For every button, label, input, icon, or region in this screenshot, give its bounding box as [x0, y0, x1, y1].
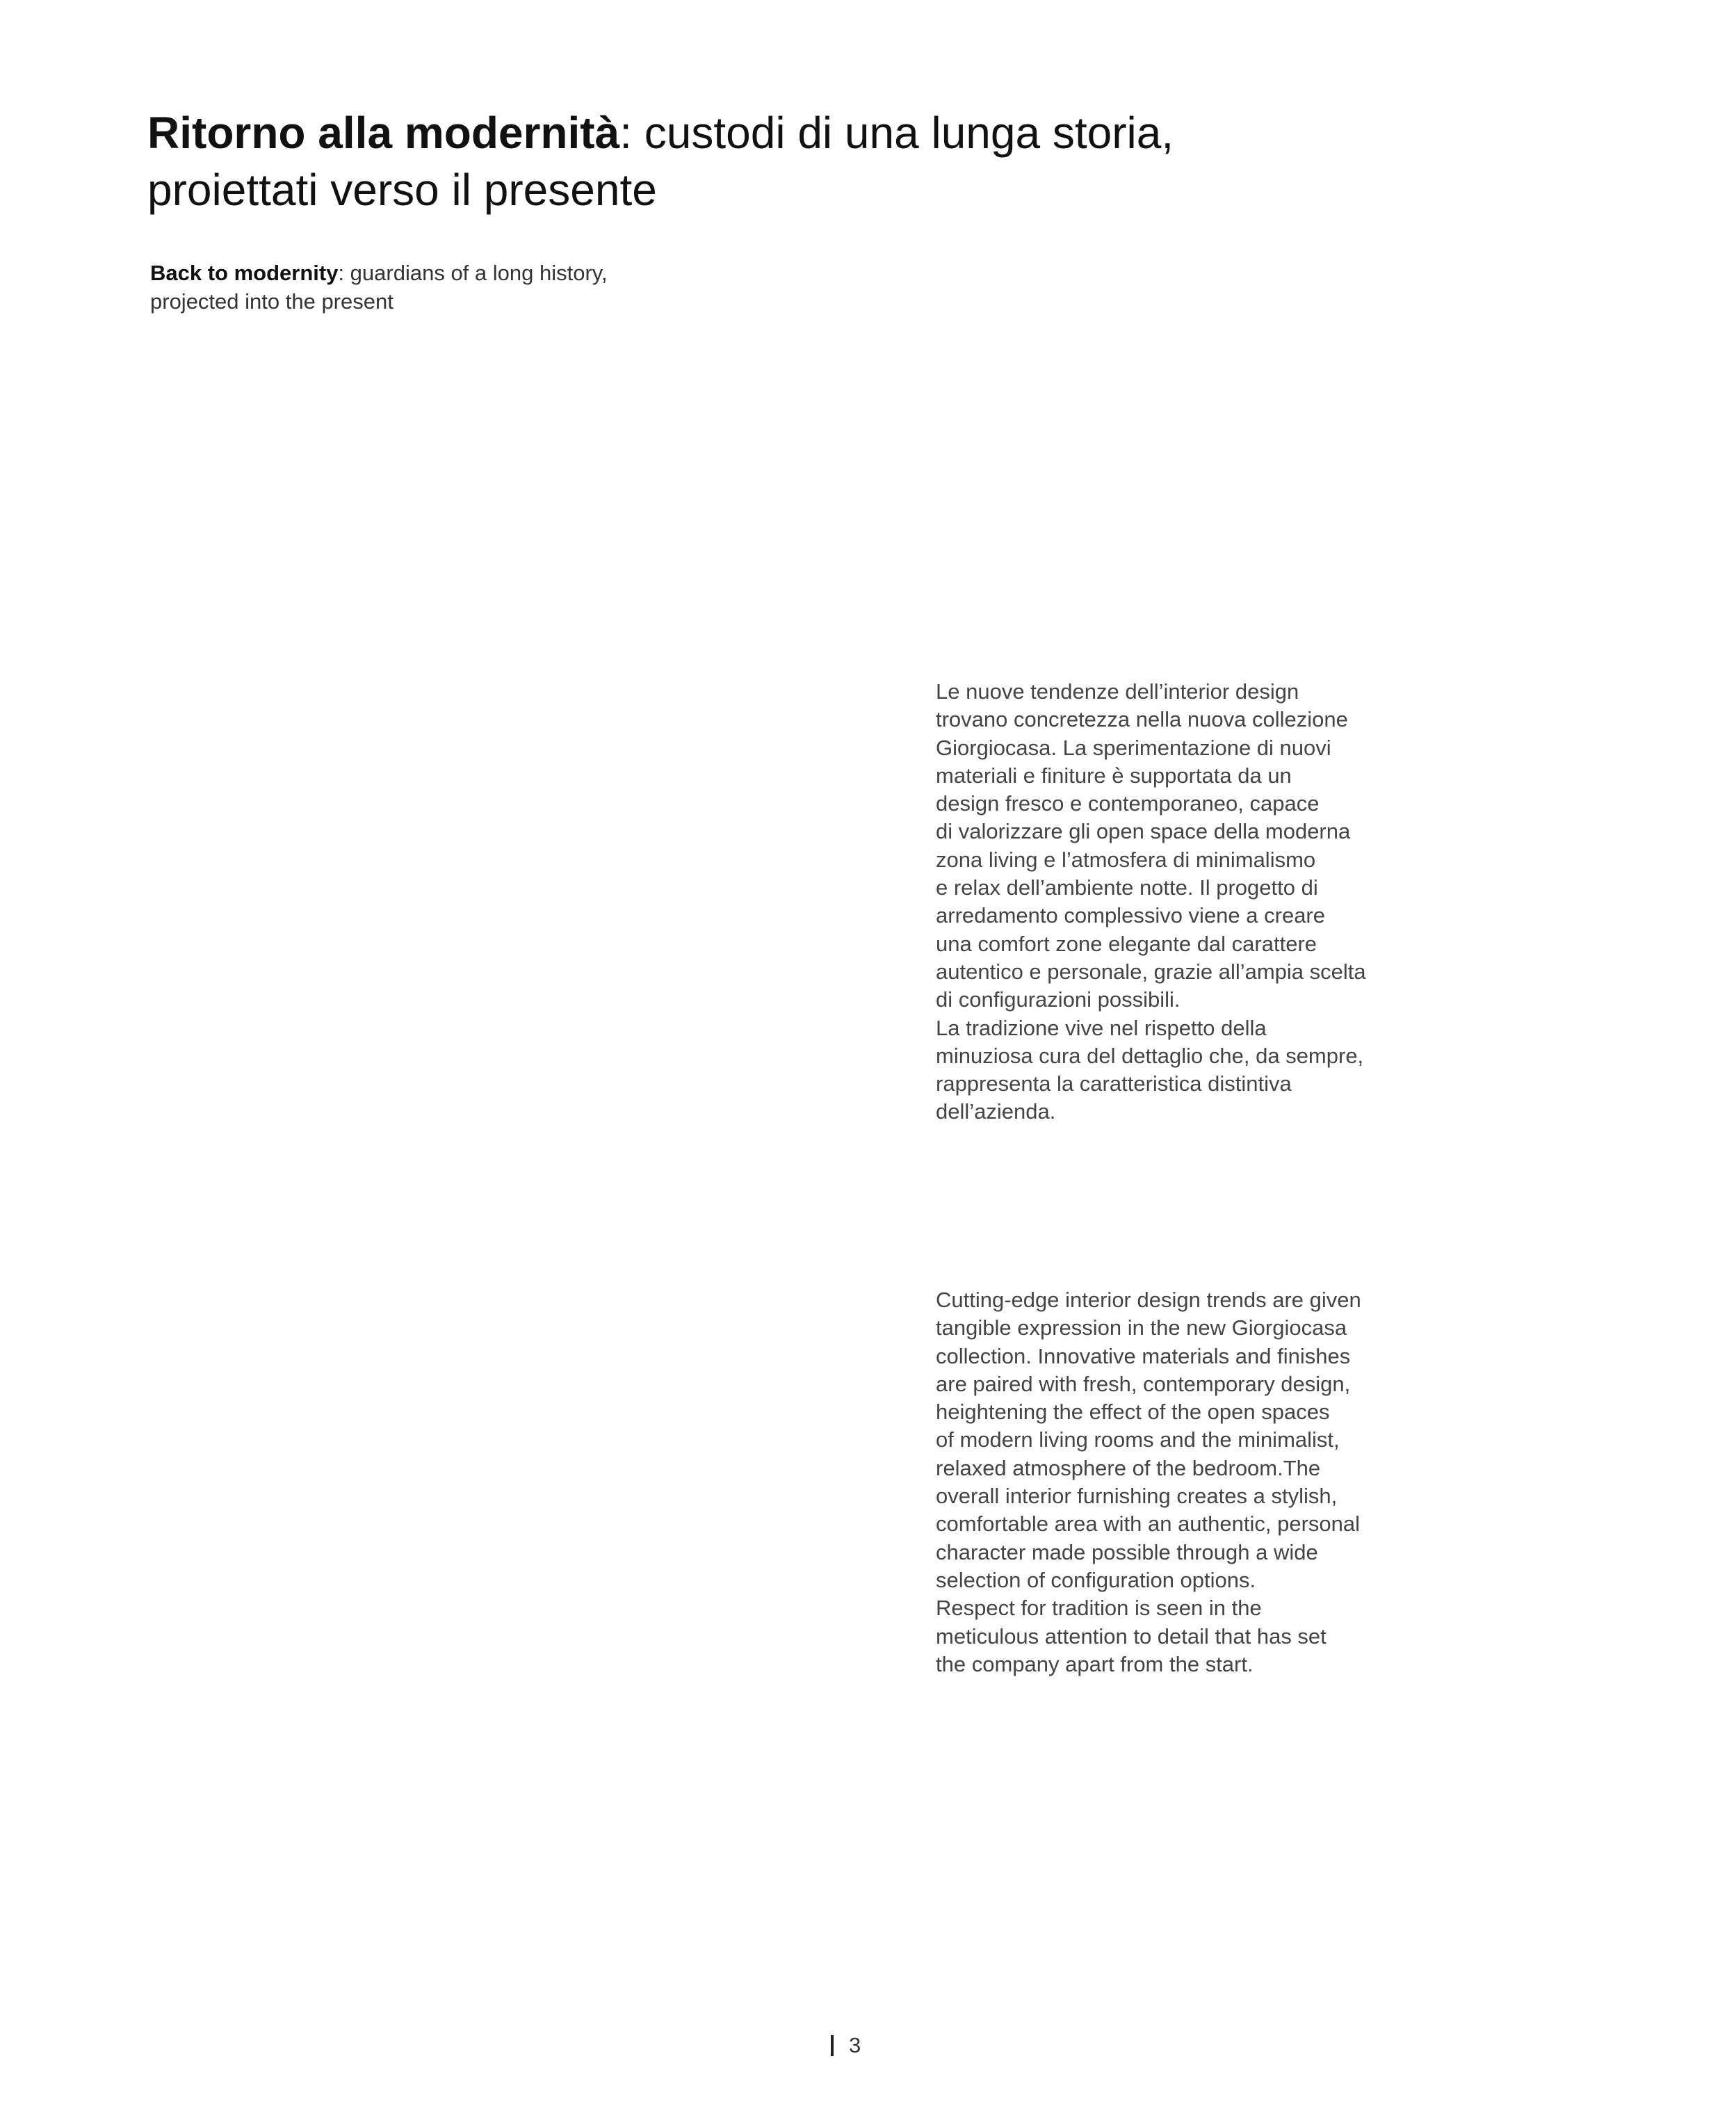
italian-paragraph: [936, 678, 1409, 1126]
subtitle-rest: : guardians of a long history,: [338, 261, 608, 285]
paragraph-line: the company apart from the start.: [936, 1651, 1254, 1676]
paragraph-line: overall interior furnishing creates a stylish,: [936, 1484, 1338, 1509]
paragraph-line: e relax dell’ambiente notte. Il progetto di: [936, 875, 1318, 900]
title-bold: Ritorno alla modernità: [147, 108, 620, 158]
paragraph-line: are paired with fresh, contemporary design,: [936, 1371, 1351, 1396]
paragraph-line: una comfort zone elegante dal carattere: [936, 931, 1317, 956]
subtitle-bold: Back to modernity: [150, 261, 339, 285]
paragraph-line: Giorgiocasa. La sperimentazione di nuovi: [936, 735, 1331, 760]
title-line-2: proiettati verso il presente: [147, 165, 657, 215]
paragraph-line: design fresco e contemporaneo, capace: [936, 791, 1320, 816]
page-title: [147, 104, 1329, 218]
paragraph-line: La tradizione vive nel rispetto della: [936, 1015, 1267, 1040]
paragraph-line: di valorizzare gli open space della moderna: [936, 819, 1351, 844]
paragraph-line: meticulous attention to detail that has set: [936, 1623, 1327, 1649]
paragraph-line: of modern living rooms and the minimalist,: [936, 1427, 1340, 1452]
paragraph-line: arredamento complessivo viene a creare: [936, 903, 1325, 928]
english-paragraph: [936, 1286, 1409, 1678]
paragraph-line: materiali e finiture è supportata da un: [936, 763, 1292, 788]
paragraph-line: relaxed atmosphere of the bedroom.The: [936, 1455, 1321, 1480]
paragraph-line: rappresenta la caratteristica distintiva: [936, 1071, 1292, 1096]
paragraph-line: selection of configuration options.: [936, 1567, 1256, 1592]
paragraph-line: collection. Innovative materials and finishes: [936, 1343, 1351, 1368]
paragraph-line: trovano concretezza nella nuova collezione: [936, 707, 1348, 732]
page-number-value: 3: [849, 2033, 861, 2057]
paragraph-line: autentico e personale, grazie all’ampia scelta: [936, 959, 1366, 984]
subtitle-line-2: projected into the present: [150, 289, 394, 314]
paragraph-line: Respect for tradition is seen in the: [936, 1596, 1262, 1621]
paragraph-line: minuziosa cura del dettaglio che, da sempre,: [936, 1043, 1364, 1068]
page-subtitle: [150, 259, 776, 316]
paragraph-line: di configurazioni possibili.: [936, 987, 1181, 1012]
page-number-divider: [831, 2035, 834, 2056]
paragraph-line: heightening the effect of the open spaces: [936, 1400, 1330, 1425]
paragraph-line: dell’azienda.: [936, 1099, 1056, 1124]
paragraph-line: comfortable area with an authentic, personal: [936, 1512, 1361, 1537]
paragraph-line: tangible expression in the new Giorgiocasa: [936, 1315, 1347, 1340]
paragraph-line: zona living e l’atmosfera di minimalismo: [936, 847, 1316, 872]
page-number: [831, 2032, 861, 2059]
title-rest: : custodi di una lunga storia,: [619, 108, 1174, 158]
paragraph-line: Cutting-edge interior design trends are given: [936, 1288, 1361, 1312]
paragraph-line: Le nuove tendenze dell’interior design: [936, 679, 1299, 704]
paragraph-line: character made possible through a wide: [936, 1539, 1318, 1564]
